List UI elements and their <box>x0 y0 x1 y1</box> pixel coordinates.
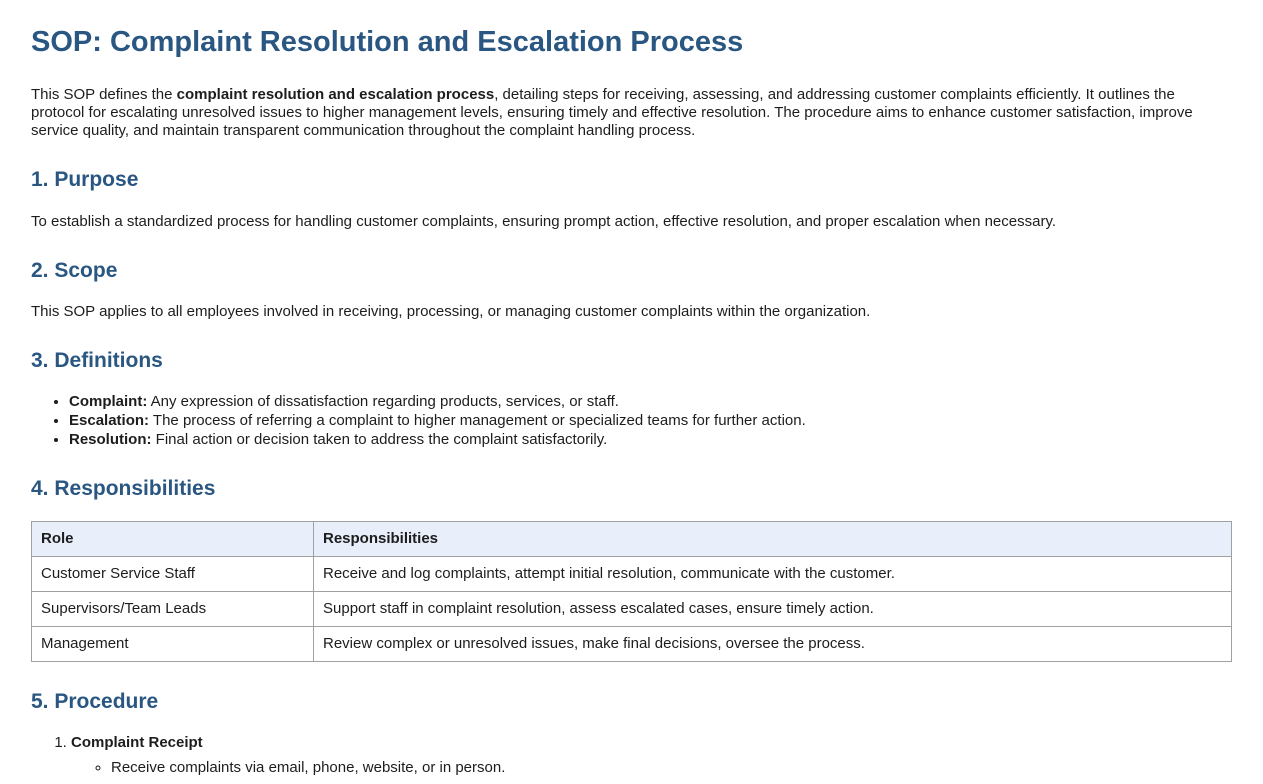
intro-text-bold: complaint resolution and escalation process <box>176 86 495 104</box>
definition-term: Escalation: <box>69 411 150 429</box>
scope-text: This SOP applies to all employees involved in receiving, processing, or managing customer complaints within the organization. <box>31 302 871 320</box>
column-header-role: Role <box>32 522 314 557</box>
definition-item-complaint <box>69 393 1232 411</box>
role-cell: Management <box>32 627 314 662</box>
responsibility-cell: Review complex or unresolved issues, make final decisions, oversee the process. <box>314 627 1232 662</box>
definition-item-resolution <box>69 431 1232 449</box>
responsibilities-table <box>31 521 1232 662</box>
table-row <box>32 592 1232 627</box>
role-cell: Supervisors/Team Leads <box>32 592 314 627</box>
section-procedure <box>31 689 1232 778</box>
table-row <box>32 627 1232 662</box>
definition-item-escalation <box>69 412 1232 430</box>
page-title: SOP: Complaint Resolution and Escalation Process <box>31 26 744 58</box>
definition-text: Any expression of dissatisfaction regarding products, services, or staff. <box>147 392 619 410</box>
procedure-substeps-list <box>71 759 1232 778</box>
purpose-heading: 1. Purpose <box>31 168 139 192</box>
section-purpose <box>31 167 1232 230</box>
definitions-list <box>31 393 1232 449</box>
definition-term: Resolution: <box>69 430 152 448</box>
definitions-heading: 3. Definitions <box>31 348 163 372</box>
procedure-steps-list <box>31 734 1232 778</box>
table-row <box>32 557 1232 592</box>
procedure-heading: 5. Procedure <box>31 690 159 714</box>
intro-text-post: , detailing steps for receiving, assessing, and addressing customer complaints efficiently. It outlines the protocol for escalating unresolved issues to higher management levels, ensuring timely and effective resolution. The procedure aims to enhance customer satisfaction, improve service quality, and maintain transparent communication throughout the complaint handling process. <box>31 86 1193 140</box>
procedure-substep: ◦ Receive complaints via email, phone, website, or in person. <box>111 759 1232 778</box>
responsibility-cell: Receive and log complaints, attempt initial resolution, communicate with the customer. <box>314 557 1232 592</box>
purpose-text: To establish a standardized process for handling customer complaints, ensuring prompt action, effective resolution, and proper escalation when necessary. <box>31 212 1057 230</box>
column-header-responsibilities: Responsibilities <box>314 522 1232 557</box>
definition-text: Final action or decision taken to address the complaint satisfactorily. <box>151 430 608 448</box>
section-definitions <box>31 348 1232 449</box>
intro-paragraph <box>31 86 1232 140</box>
definition-term: Complaint: <box>69 392 148 410</box>
section-scope <box>31 258 1232 321</box>
procedure-step-title: Complaint Receipt <box>71 734 203 752</box>
responsibility-cell: Support staff in complaint resolution, assess escalated cases, ensure timely action. <box>314 592 1232 627</box>
intro-text-pre: This SOP defines the <box>31 86 177 104</box>
table-header-row <box>32 522 1232 557</box>
responsibilities-heading: 4. Responsibilities <box>31 476 216 500</box>
procedure-step <box>71 734 1232 778</box>
scope-heading: 2. Scope <box>31 258 118 282</box>
definition-text: The process of referring a complaint to higher management or specialized teams for further action. <box>149 411 806 429</box>
role-cell: Customer Service Staff <box>32 557 314 592</box>
section-responsibilities <box>31 476 1232 662</box>
